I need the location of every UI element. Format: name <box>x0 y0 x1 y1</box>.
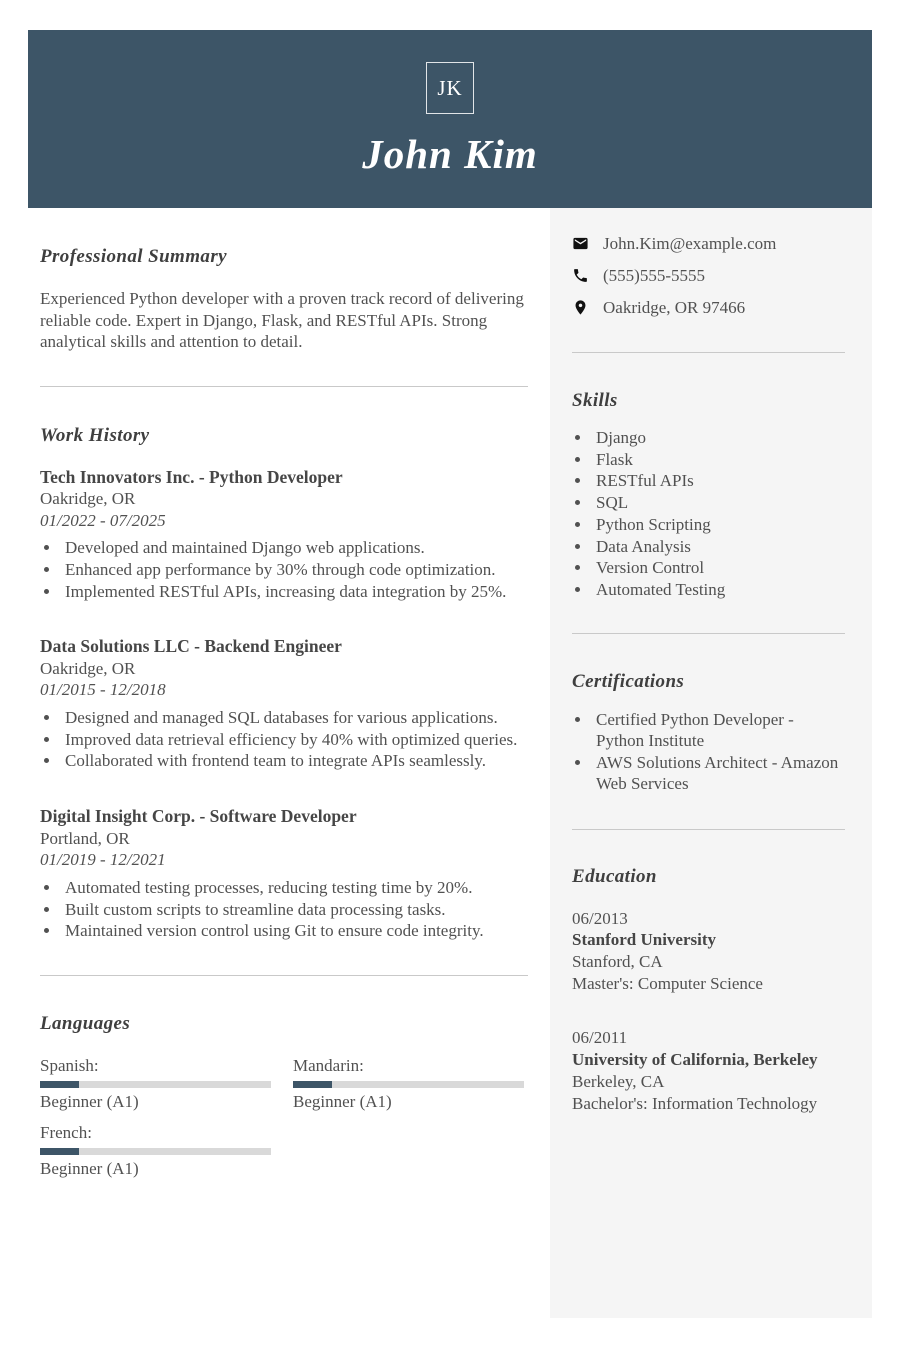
education-school: Stanford University <box>572 930 717 950</box>
divider <box>40 386 528 387</box>
sidebar <box>550 208 872 1318</box>
monogram-initials: JK <box>437 75 463 100</box>
language-entry <box>40 1055 271 1113</box>
education-school: University of California, Berkeley <box>572 1050 818 1070</box>
language-entry <box>293 1055 524 1113</box>
main-column <box>40 208 528 1180</box>
job-bullets <box>40 877 528 942</box>
skill-item: • Django <box>592 427 845 449</box>
education-location: Berkeley, CA <box>572 1071 665 1091</box>
skill-item: • Flask <box>592 449 845 471</box>
skill-item: • Version Control <box>592 557 845 579</box>
languages-title: Languages <box>40 1013 131 1035</box>
education-date: 06/2013 <box>572 908 628 928</box>
summary-text: Experienced Python developer with a proven track record of delivering reliable code. Expert in Django, Flask, and RESTful APIs. Strong analytical skills and attention to detail. <box>40 289 524 351</box>
skill-item: • Automated Testing <box>592 579 845 601</box>
job-bullet: • Built custom scripts to streamline data processing tasks. <box>61 899 528 921</box>
job-bullet: • Maintained version control using Git to ensure code integrity. <box>61 920 528 942</box>
job-bullet: • Designed and managed SQL databases for various applications. <box>61 707 528 729</box>
language-progress-fill <box>40 1081 79 1088</box>
job-entry <box>40 806 528 942</box>
certifications-title: Certifications <box>572 670 685 692</box>
language-progress-fill <box>40 1148 79 1155</box>
divider <box>40 975 528 976</box>
language-progress-bar <box>293 1081 524 1088</box>
job-location: Oakridge, OR <box>40 658 136 678</box>
contact-location-row <box>572 298 845 317</box>
education-degree: Master's: Computer Science <box>572 973 763 993</box>
phone-icon <box>572 267 589 284</box>
divider <box>572 352 845 353</box>
job-bullet: • Developed and maintained Django web applications. <box>61 537 528 559</box>
language-level: Beginner (A1) <box>40 1092 139 1112</box>
education-degree: Bachelor's: Information Technology <box>572 1093 818 1113</box>
divider <box>572 633 845 634</box>
job-title: Data Solutions LLC - Backend Engineer <box>40 636 342 657</box>
language-name: Spanish: <box>40 1056 99 1076</box>
skill-item: • SQL <box>592 492 845 514</box>
language-name: Mandarin: <box>293 1056 364 1076</box>
job-dates: 01/2015 - 12/2018 <box>40 680 166 700</box>
location-icon <box>572 299 589 316</box>
languages-grid <box>40 1055 528 1180</box>
job-bullets <box>40 707 528 772</box>
language-entry <box>40 1122 271 1180</box>
work-history-section <box>40 424 528 943</box>
email-icon <box>572 235 589 252</box>
job-location: Portland, OR <box>40 828 130 848</box>
summary-title: Professional Summary <box>40 246 227 267</box>
certification-item: • AWS Solutions Architect - Amazon Web Services <box>592 752 845 795</box>
monogram-badge <box>426 62 474 114</box>
contact-phone: (555)555-5555 <box>603 266 705 285</box>
job-bullet: • Enhanced app performance by 30% through code optimization. <box>61 559 528 581</box>
language-level: Beginner (A1) <box>293 1092 392 1112</box>
job-location: Oakridge, OR <box>40 489 136 508</box>
contact-email: John.Kim@example.com <box>603 234 777 253</box>
job-dates: 01/2022 - 07/2025 <box>40 510 166 530</box>
education-location: Stanford, CA <box>572 952 663 972</box>
language-progress-bar <box>40 1081 271 1088</box>
language-progress-bar <box>40 1148 271 1155</box>
certifications-list <box>572 709 845 795</box>
contact-section <box>572 234 845 317</box>
job-bullet: • Collaborated with frontend team to integrate APIs seamlessly. <box>61 750 528 772</box>
divider <box>572 829 845 830</box>
candidate-name: John Kim <box>362 131 538 177</box>
certification-item: • Certified Python Developer - Python Institute <box>592 709 845 752</box>
job-title: Tech Innovators Inc. - Python Developer <box>40 466 343 487</box>
language-name: French: <box>40 1123 92 1143</box>
language-level: Beginner (A1) <box>40 1159 139 1179</box>
job-bullet: • Automated testing processes, reducing testing time by 20%. <box>61 877 528 899</box>
skill-item: • RESTful APIs <box>592 470 845 492</box>
contact-location: Oakridge, OR 97466 <box>603 298 746 317</box>
skills-title: Skills <box>572 390 618 411</box>
skill-item: • Python Scripting <box>592 514 845 536</box>
language-progress-fill <box>293 1081 332 1088</box>
job-entry <box>40 467 528 603</box>
job-bullets <box>40 537 528 602</box>
languages-section <box>40 1012 528 1180</box>
resume-header <box>28 30 872 208</box>
job-entry <box>40 636 528 772</box>
education-entry <box>572 908 845 995</box>
contact-phone-row <box>572 266 845 285</box>
skills-list <box>572 427 845 601</box>
job-dates: 01/2019 - 12/2021 <box>40 850 166 870</box>
education-entry <box>572 1027 845 1114</box>
skill-item: • Data Analysis <box>592 536 845 558</box>
job-bullet: • Implemented RESTful APIs, increasing data integration by 25%. <box>61 581 528 603</box>
work-history-title: Work History <box>40 424 150 446</box>
job-bullet: • Improved data retrieval efficiency by 40% with optimized queries. <box>61 729 528 751</box>
contact-email-row <box>572 234 845 253</box>
education-title: Education <box>572 865 657 887</box>
education-date: 06/2011 <box>572 1028 628 1048</box>
job-title: Digital Insight Corp. - Software Developer <box>40 806 357 827</box>
summary-section <box>40 245 528 353</box>
